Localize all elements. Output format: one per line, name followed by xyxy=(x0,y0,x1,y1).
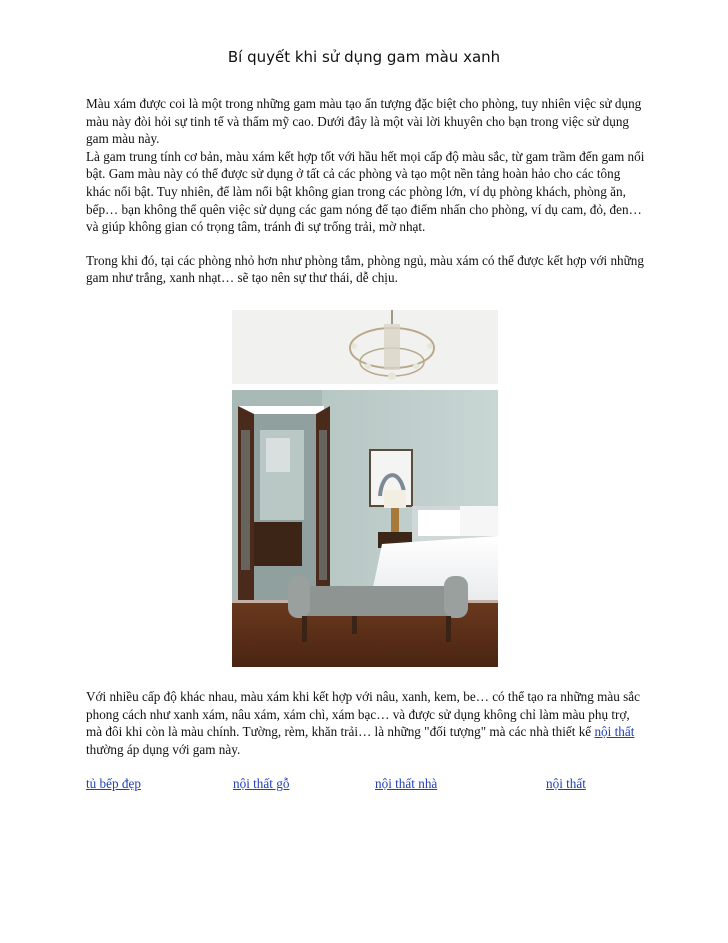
bedroom-photo xyxy=(232,310,498,667)
link-noi-that-nha[interactable]: nội thất nhà xyxy=(375,776,438,791)
paragraph-text-before: Với nhiều cấp độ khác nhau, màu xám khi kết hợp với nâu, xanh, kem, be… có thể tạo ra những màu sắc phong cách như xanh xám, nâu xám, xám chì, xám bạc… và được sử dụng không chỉ làm màu phụ trợ, mà đôi khi còn là màu chính. Tường, rèm, khăn trải… là những "đối tượng" mà các nhà thiết kế xyxy=(86,689,640,740)
paragraph-small-rooms: Trong khi đó, tại các phòng nhỏ hơn như phòng tắm, phòng ngủ, màu xám có thể được kết hợp với những gam như trắng, xanh nhạt… sẽ tạo nên sự thư thái, dễ chịu. xyxy=(86,252,644,286)
link-noi-that[interactable]: nội thất xyxy=(546,776,586,791)
page-title: Bí quyết khi sử dụng gam màu xanh xyxy=(227,48,501,66)
paragraph-intro: Màu xám được coi là một trong những gam màu tạo ấn tượng đặc biệt cho phòng, tuy nhiên việc sử dụng màu này đòi hỏi sự tinh tế và thẩm mỹ cao. Dưới đây là một vài lời khuyên cho bạn trong việc sử dụng gam màu này. xyxy=(86,96,642,147)
inline-link-noi-that[interactable]: nội thất xyxy=(594,724,635,740)
paragraph-text-after: thường áp dụng với gam này. xyxy=(86,741,241,757)
link-noi-that-go[interactable]: nội thất gỗ xyxy=(233,776,290,791)
paragraph-neutral: Là gam trung tính cơ bản, màu xám kết hợp tốt với hầu hết mọi cấp độ màu sắc, từ gam trầm đến gam nổi bật. Gam màu này có thể được sử dụng ở tất cả các phòng và tạo một nền tảng hoàn hảo cho các tông khác nổi bật. Tuy nhiên, để làm nổi bật không gian trong các phòng lớn, ví dụ phòng khách, phòng ăn, bếp… bạn không thể quên việc sử dụng các gam nóng để tạo điểm nhấn cho phòng, ví dụ cam, đỏ, đen… và giúp không gian có trọng tâm, tránh đi sự trống trải, mờ nhạt. xyxy=(86,148,645,235)
footer-links xyxy=(0,776,728,796)
link-tu-bep-dep[interactable]: tủ bếp đẹp xyxy=(86,776,141,791)
article-body xyxy=(86,95,646,287)
paragraph-color-combinations xyxy=(86,688,646,758)
